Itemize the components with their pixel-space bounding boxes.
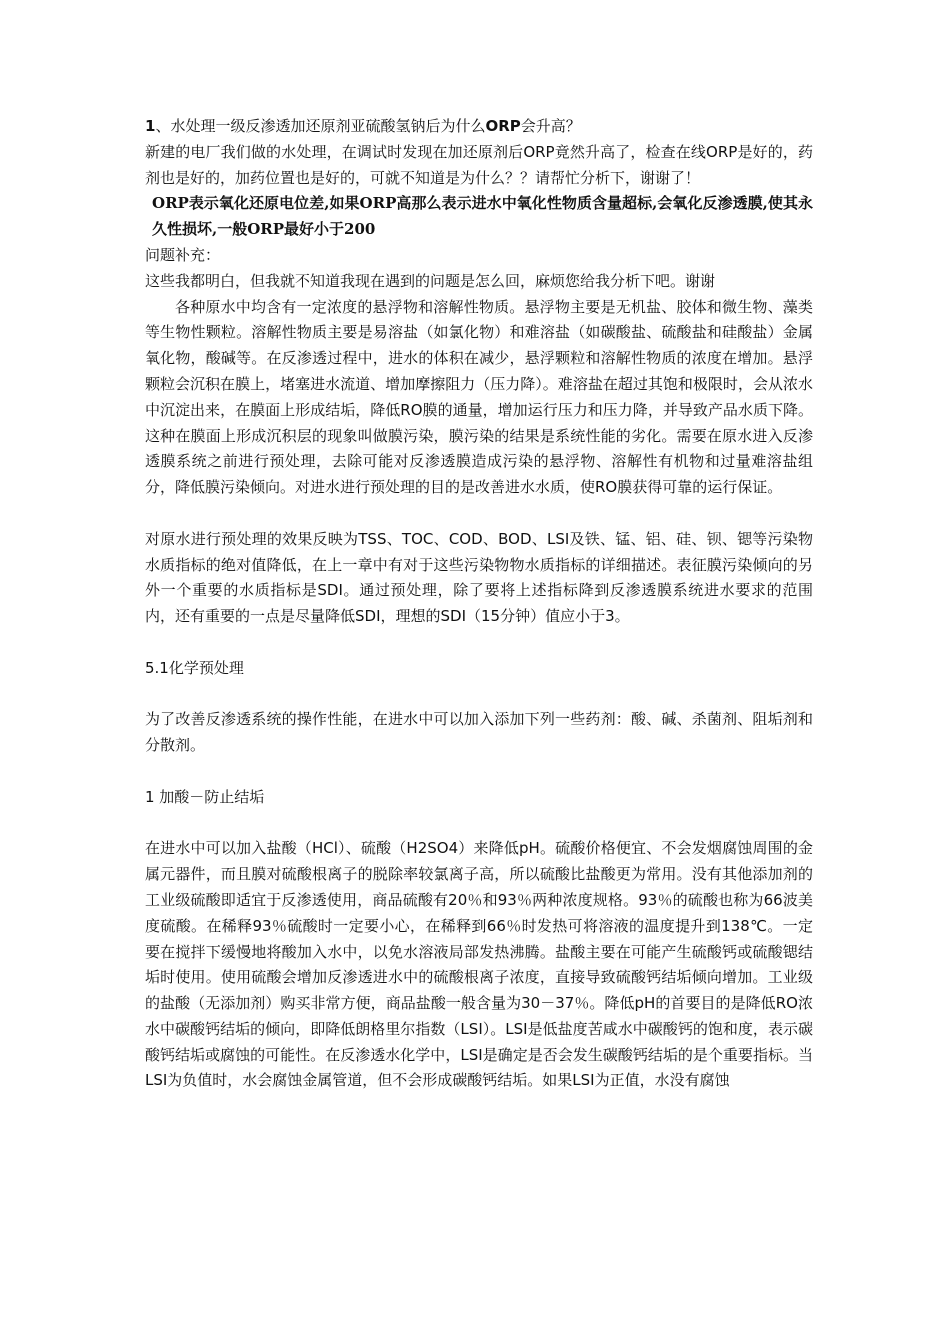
- answer-text: ORP表示氧化还原电位差,如果ORP高那么表示进水中氧化性物质含量超标,会氧化反渗透膜,使其永久性损坏,一般ORP最好小于200: [152, 194, 813, 239]
- supplement-text: 这些我都明白，但我就不知道我现在遇到的问题是怎么回，麻烦您给我分析下吧。谢谢: [145, 271, 716, 290]
- paragraph-pretreatment-effect: 对原水进行预处理的效果反映为TSS、TOC、COD、BOD、LSI及铁、锰、铝、硅、钡、锶等污染物水质指标的绝对值降低，在上一章中有对于这些污染物物水质指标的详细描述。表征膜污染倾向的另外一个重要的水质指标是SDI。通过预处理，除了要将上述指标降到反渗透膜系统进水要求的范围内，还有重要的一点是尽量降低SDI，理想的SDI（15分钟）值应小于3。: [145, 529, 813, 626]
- subsection-heading: 1 加酸－防止结垢: [145, 787, 265, 806]
- question-title-text: 、水处理一级反渗透加还原剂亚硫酸氢钠后为什么: [155, 117, 486, 135]
- question-body: 新建的电厂我们做的水处理，在调试时发现在加还原剂后ORP竟然升高了，检查在线ORP是好的，药剂也是好的，加药位置也是好的，可就不知道是为什么？？请帮忙分析下，谢谢了！: [145, 142, 813, 187]
- paragraph-chemicals: 为了改善反渗透系统的操作性能，在进水中可以加入添加下列一些药剂：酸、碱、杀菌剂、阻垢剂和分散剂。: [145, 710, 813, 755]
- question-title-end: 会升高？: [520, 117, 581, 135]
- document-page: [145, 114, 813, 1094]
- question-number: 1: [145, 117, 156, 135]
- paragraph-pollutants: 各种原水中均含有一定浓度的悬浮物和溶解性物质。悬浮物主要是无机盐、胶体和微生物、藻类等生物性颗粒。溶解性物质主要是易溶盐（如氯化物）和难溶盐（如碳酸盐、硫酸盐和硅酸盐）金属氧化物，酸碱等。在反渗透过程中，进水的体积在减少，悬浮颗粒和溶解性物质的浓度在增加。悬浮颗粒会沉积在膜上，堵塞进水流道、增加摩擦阻力（压力降）。难溶盐在超过其饱和极限时，会从浓水中沉淀出来，在膜面上形成结垢，降低RO膜的通量，增加运行压力和压力降，并导致产品水质下降。这种在膜面上形成沉积层的现象叫做膜污染，膜污染的结果是系统性能的劣化。需要在原水进入反渗透膜系统之前进行预处理，去除可能对反渗透膜造成污染的悬浮物、溶解性有机物和过量难溶盐组分，降低膜污染倾向。对进水进行预处理的目的是改善进水水质，使RO膜获得可靠的运行保证。: [145, 297, 813, 497]
- supplement-label: 问题补充：: [145, 245, 221, 264]
- question-title: [145, 114, 813, 140]
- question-title-orp: ORP: [485, 117, 521, 135]
- section-heading: 5.1化学预处理: [145, 658, 244, 677]
- paragraph-acid-dosing: 在进水中可以加入盐酸（HCl）、硫酸（H2SO4）来降低pH。硫酸价格便宜、不会发烟腐蚀周围的金属元器件，而且膜对硫酸根离子的脱除率较氯离子高，所以硫酸比盐酸更为常用。没有其他添加剂的工业级硫酸即适宜于反渗透使用，商品硫酸有20％和93％两种浓度规格。93％的硫酸也称为66波美度硫酸。在稀释93％硫酸时一定要小心，在稀释到66％时发热可将溶液的温度提升到138℃。一定要在搅拌下缓慢地将酸加入水中，以免水溶液局部发热沸腾。盐酸主要在可能产生硫酸钙或硫酸锶结垢时使用。使用硫酸会增加反渗透进水中的硫酸根离子浓度，直接导致硫酸钙结垢倾向增加。工业级的盐酸（无添加剂）购买非常方便，商品盐酸一般含量为30－37％。降低pH的首要目的是降低RO浓水中碳酸钙结垢的倾向，即降低朗格里尔指数（LSI）。LSI是低盐度苦咸水中碳酸钙的饱和度，表示碳酸钙结垢或腐蚀的可能性。在反渗透水化学中，LSI是确定是否会发生碳酸钙结垢的是个重要指标。当LSI为负值时，水会腐蚀金属管道，但不会形成碳酸钙结垢。如果LSI为正值，水没有腐蚀: [145, 839, 813, 1090]
